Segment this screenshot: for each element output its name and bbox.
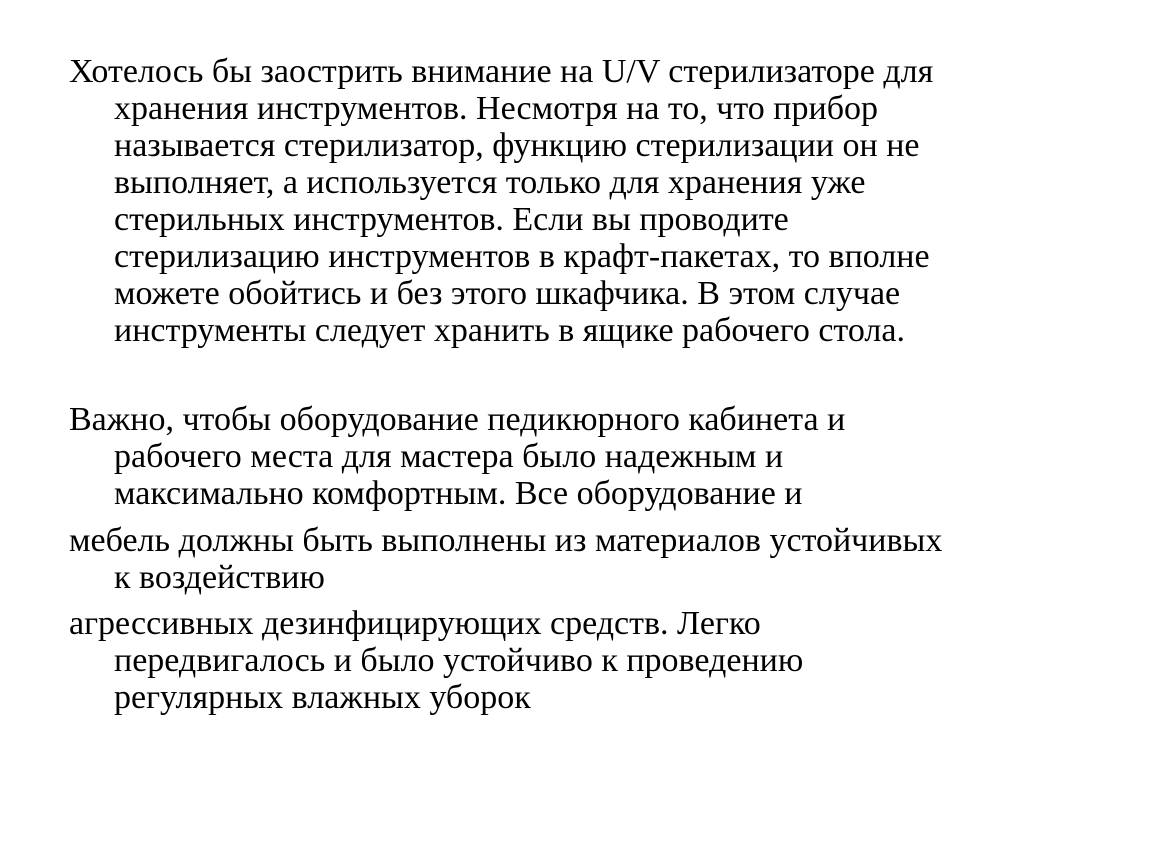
- text-line: стерильных инструментов. Если вы проводите: [114, 201, 789, 238]
- text-line: мебель должны быть выполнены из материалов устойчивых: [69, 522, 943, 559]
- text-line: Хотелось бы заострить внимание на U/V стерилизаторе для: [69, 53, 934, 90]
- paragraph-equipment: [69, 401, 1129, 512]
- text-line: рабочего места для мастера было надежным и: [114, 438, 784, 475]
- text-line: хранения инструментов. Несмотря на то, что прибор: [114, 90, 878, 127]
- text-line: инструменты следует хранить в ящике рабочего стола.: [114, 312, 905, 349]
- paragraph-furniture: [69, 522, 1129, 596]
- text-line: агрессивных дезинфицирующих средств. Легко: [69, 605, 761, 642]
- text-line: регулярных влажных уборок: [114, 679, 531, 716]
- text-line: стерилизацию инструментов в крафт-пакетах, то вполне: [114, 238, 930, 275]
- text-line: передвигалось и было устойчиво к проведению: [114, 642, 804, 679]
- text-line: к воздействию: [114, 559, 325, 596]
- text-line: выполняет, а используется только для хранения уже: [114, 164, 866, 201]
- text-line: максимально комфортным. Все оборудование и: [114, 475, 803, 512]
- text-line: Важно, чтобы оборудование педикюрного кабинета и: [69, 401, 846, 438]
- paragraph-uv-sterilizer: [69, 53, 1129, 349]
- paragraph-disinfection: [69, 605, 1129, 716]
- text-line: можете обойтись и без этого шкафчика. В этом случае: [114, 275, 901, 312]
- text-line: называется стерилизатор, функцию стерилизации он не: [114, 127, 920, 164]
